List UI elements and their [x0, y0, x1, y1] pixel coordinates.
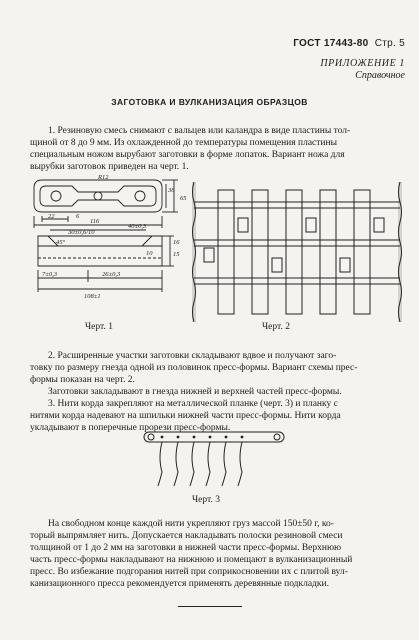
- figure-2-drawing: [190, 182, 405, 322]
- text-line: пресс. Во избежание подгорания нитей при соприкосновении их с плитой вул-: [30, 567, 348, 577]
- dim-r12: R12: [98, 174, 109, 181]
- dim-116: 116: [90, 218, 100, 225]
- text-line: товку по размеру гнезда одной из половинок пресс-формы. Вариант схемы прес-: [30, 363, 358, 373]
- text-line: щиной от 8 до 9 мм. Из охлажденной до температуры помещения пластины: [30, 138, 337, 148]
- dim-22: 22: [48, 213, 55, 220]
- figure-3-drawing: [140, 428, 288, 492]
- text-line: На свободном конце каждой нити укрепляют груз массой 150±50 г, ко-: [48, 519, 334, 529]
- paragraph-1: [30, 125, 402, 173]
- dim-10: 10: [146, 250, 153, 257]
- figure-1-drawing: [28, 170, 188, 318]
- appendix-subtitle: Справочное: [355, 70, 405, 81]
- text-line: 1. Резиновую смесь снимают с вальцев или каландра в виде пластины тол-: [48, 126, 351, 136]
- text-line: 2. Расширенные участки заготовки складывают вдвое и получают заго-: [48, 351, 337, 361]
- text-line: 3. Нити корда закрепляют на металлической планке (черт. 3) и планку с: [48, 399, 338, 409]
- figure-2-caption: Черт. 2: [262, 322, 290, 332]
- dim-36: 36: [168, 187, 175, 194]
- page-header: [293, 38, 405, 49]
- appendix-title: ПРИЛОЖЕНИЕ 1: [320, 58, 405, 69]
- text-line: часть пресс-формы накладывают на нижнюю и помещают в вулканизационный: [30, 555, 353, 565]
- dim-15: 15: [173, 251, 180, 258]
- text-line: канизационного пресса рекомендуется применять деревянные подкладки.: [30, 579, 329, 589]
- figure-3-caption: Черт. 3: [192, 495, 220, 505]
- figure-1-caption: Черт. 1: [85, 322, 113, 332]
- end-rule: [178, 606, 242, 607]
- text-line: специальным ножом вырубают заготовки в форме лопаток. Вариант ножа для: [30, 150, 345, 160]
- page-number: Стр. 5: [374, 38, 405, 49]
- dim-65: 65: [180, 195, 187, 202]
- dim-26: 26±0,3: [102, 271, 121, 278]
- text-line: формы показан на черт. 2.: [30, 375, 135, 385]
- section-title: ЗАГОТОВКА И ВУЛКАНИЗАЦИЯ ОБРАЗЦОВ: [111, 97, 308, 107]
- appendix-label: [320, 58, 405, 82]
- dim-45: 45°: [56, 239, 66, 246]
- dim-16: 16: [173, 239, 180, 246]
- text-line: укладывают в поперечные прорези пресс-формы.: [30, 423, 231, 433]
- text-line: толщиной от 1 до 2 мм на заготовки в нижней части пресс-формы. Верхнюю: [30, 543, 342, 553]
- paragraph-3: [30, 518, 402, 590]
- dim-6: 6: [76, 213, 80, 220]
- text-line: Заготовки закладывают в гнезда нижней и верхней частей пресс-формы.: [48, 387, 342, 397]
- text-line: нитями корда надевают на шпильки нижней части пресс-формы. Нити корда: [30, 411, 341, 421]
- dim-108: 108±1: [84, 293, 101, 300]
- dim-7: 7±0,3: [42, 271, 57, 278]
- text-line: торый выпрямляет нить. Допускается накладывать полоски резиновой смеси: [30, 531, 343, 541]
- text-line: вырубки заготовок приведен на черт. 1.: [30, 162, 189, 172]
- paragraph-2: [30, 350, 402, 434]
- dim-40: 40±0,3: [128, 223, 147, 230]
- dim-30: 30±0,6/10: [68, 229, 95, 236]
- standard-number: ГОСТ 17443-80: [293, 38, 369, 49]
